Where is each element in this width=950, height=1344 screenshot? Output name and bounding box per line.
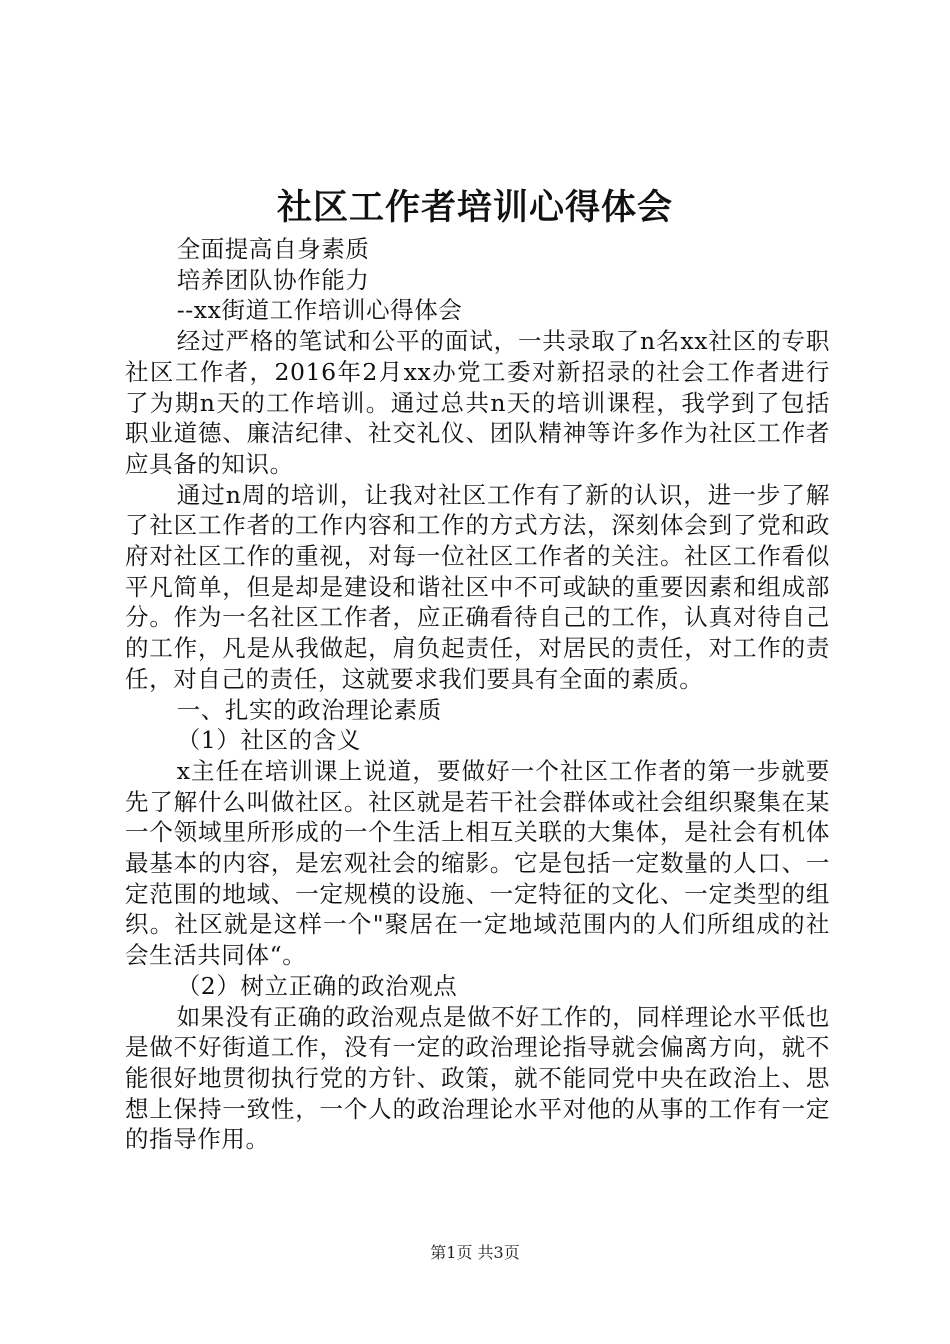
body-paragraph: 经过严格的笔试和公平的面试，一共录取了n名xx社区的专职社区工作者，2016年2月xx办党工委对新招录的社会工作者进行了为期n天的工作培训。通过总共n天的培训课程，我学到了包括职业道德、廉洁纪律、社交礼仪、团队精神等许多作为社区工作者应具备的知识。 <box>125 327 830 478</box>
body-paragraph: 如果没有正确的政治观点是做不好工作的，同样理论水平低也是做不好街道工作，没有一定的政治理论指导就会偏离方向，就不能很好地贯彻执行党的方针、政策，就不能同党中央在政治上、思想上保持一致性，一个人的政治理论水平对他的从事的工作有一定的指导作用。 <box>125 1002 830 1154</box>
subtitle-line-3: --xx街道工作培训心得体会 <box>176 296 463 325</box>
subsection-heading: （2）树立正确的政治观点 <box>176 971 458 1000</box>
section-heading: 一、扎实的政治理论素质 <box>176 695 442 724</box>
body-paragraph: x主任在培训课上说道，要做好一个社区工作者的第一步就要先了解什么叫做社区。社区就是若干社会群体或社会组织聚集在某一个领域里所形成的一个生活上相互关联的大集体，是社会有机体最基本的内容，是宏观社会的缩影。它是包括一定数量的人口、一定范围的地域、一定规模的设施、一定特征的文化、一定类型的组织。社区就是这样一个"聚居在一定地域范围内的人们所组成的社会生活共同体“。 <box>125 756 830 970</box>
subtitle-line-2: 培养团队协作能力 <box>176 265 370 294</box>
document-body <box>125 234 830 1155</box>
page-number-footer: 第1页 共3页 <box>430 1243 520 1262</box>
body-paragraph: 通过n周的培训，让我对社区工作有了新的认识，进一步了解了社区工作者的工作内容和工作的方式方法，深刻体会到了党和政府对社区工作的重视，对每一位社区工作者的关注。社区工作看似平凡简单，但是却是建设和谐社区中不可或缺的重要因素和组成部分。作为一名社区工作者，应正确看待自己的工作，认真对待自己的工作，凡是从我做起，肩负起责任，对居民的责任，对工作的责任，对自己的责任，这就要求我们要具有全面的素质。 <box>125 480 830 693</box>
subtitle-line-1: 全面提高自身素质 <box>176 235 370 263</box>
subsection-heading: （1）社区的含义 <box>176 726 361 755</box>
document-title: 社区工作者培训心得体会 <box>276 187 673 228</box>
